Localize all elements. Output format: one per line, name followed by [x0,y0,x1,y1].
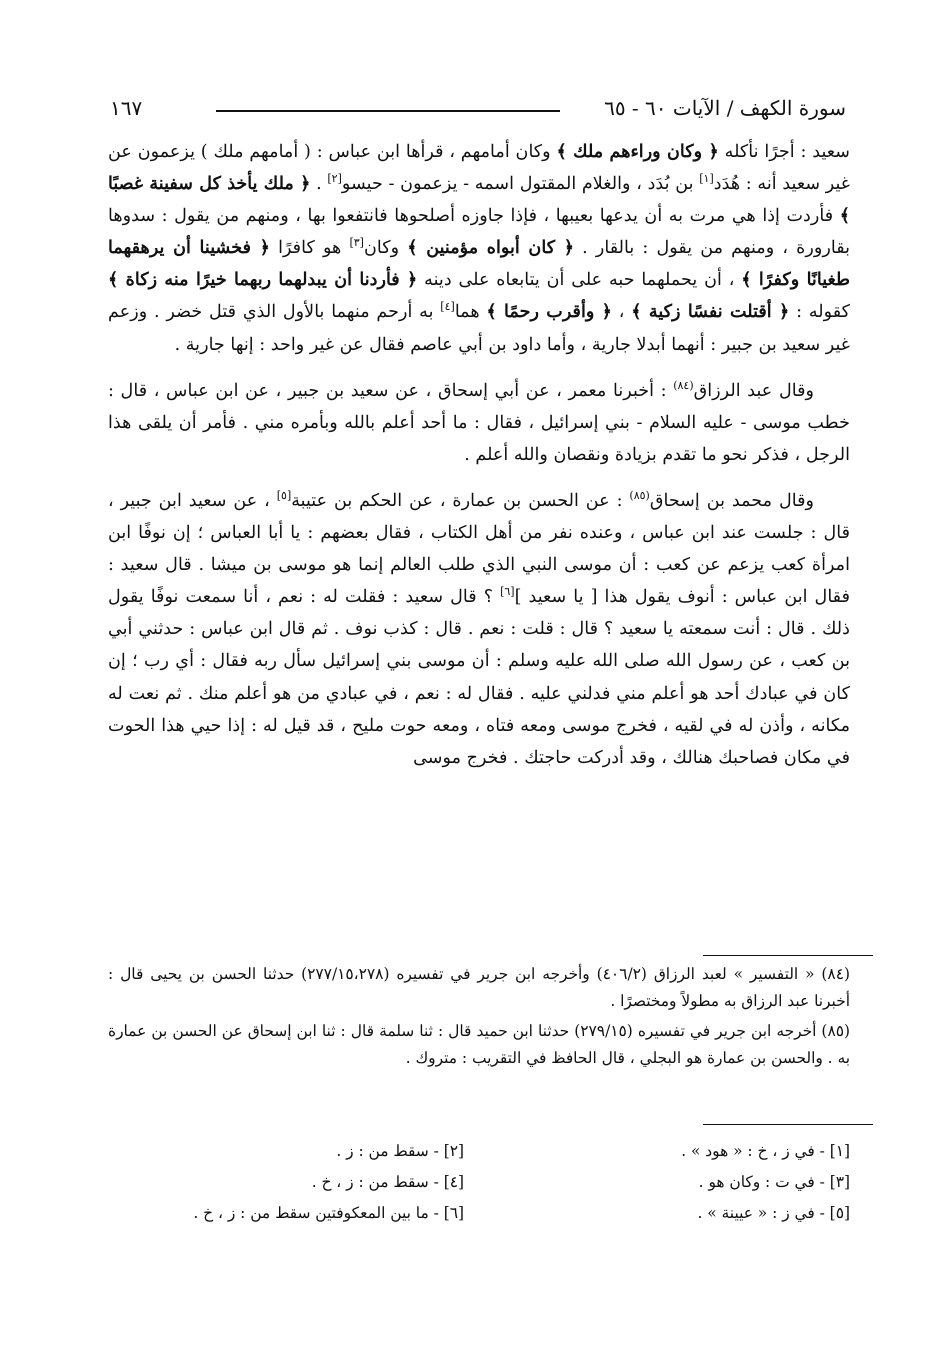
text-run: ، عن سعيد ابن جبير ، قال : جلست عند ابن عباس ، وعنده نفر من أهل الكتاب ، فقال بعضهم : يا أبا العباس ؛ إن نوفًا ابن امرأة كعب يزعم عن كعب : أن موسى النبي الذي طلب العالم إنما هو موسى بن ميشا . قال سعيد : فقال ابن عباس : أنوف يقول هذا [ يا سعيد ] [108,490,850,608]
header-rule [216,110,560,112]
text-run: فأردت إذا هي مرت به أن يدعها بعيبها ، فإذا جاوزه أصلحوها فانتفعوا بها ، ومنهم من يقول : سدوها بقارورة ، ومنهم من يقول : بالقار . [108,206,851,259]
variant-marker: [٤] [440,300,455,314]
footnote-ref: (٨٥) [629,489,650,503]
variant-note-2: [٢] - سقط من : ز . [336,1142,464,1160]
text-run: ، أن يحملهما حبه على أن يتابعاه على دينه [417,270,742,291]
quran-quote: ﴿ أقتلت نفسًا زكية ﴾ [631,301,790,323]
text-run: سعيد : أجرًا نأكله [718,142,850,162]
variant-note-6: [٦] - ما بين المعكوفتين سقط من : ز ، خ . [193,1204,464,1222]
paragraph-2 [108,375,850,471]
footnote-85: (٨٥) أخرجه ابن جرير في تفسيره (٢٧٩/١٥) حدثنا ابن حميد قال : ثنا سلمة قال : ثنا ابن إسحاق عن الحسن بن عمارة به . والحسن بن عمارة هو البجلي ، قال الحافظ في التقريب : متروك . [108,1022,850,1067]
quran-quote: ﴿ فخشينا أن يرهقهما طغيانًا وكفرًا ﴾ [108,237,850,291]
text-run: هو كافرًا [269,238,350,259]
quran-quote: ﴿ فأردنا أن يبدلهما ربهما خيرًا منه زكاة ﴾ [108,269,418,291]
variant-marker: [٥] [276,489,292,503]
quran-quote: ﴿ وكان وراءهم ملك ﴾ [556,141,719,162]
quran-quote: ﴿ وأقرب رحمًا ﴾ [486,301,612,323]
running-header [110,86,846,120]
text-run: وقال محمد بن إسحاق [649,490,814,511]
text-run: به أرحم منهما بالأول الذي قتل خضر . وزعم غير سعيد بن جبير : أنهما أبدلا جارية ، وأما داود بن أبي عاصم فقال عن غير واحد : إنها جارية . [108,302,850,355]
variant-marker: [٦] [500,585,515,599]
text-run: كقوله : [789,302,851,323]
text-run: وكان أمامهم ، قرأها ابن عباس : ( أمامهم ملك ) يزعمون عن غير سعيد أنه : هُدَد [108,142,850,195]
variant-note-4: [٤] - سقط من : ز ، خ . [311,1173,464,1191]
surah-title: سورة الكهف / الآيات ٦٠ - ٦٥ [604,96,846,120]
quran-quote: ﴿ ملك يأخذ كل سفينة غصبًا ﴾ [108,173,850,227]
main-text [108,136,850,774]
text-run: وكان [363,238,408,259]
paragraph-3 [108,485,850,774]
page-number: ١٦٧ [110,96,143,120]
text-run: : أخبرنا معمر ، عن أبي إسحاق ، عن سعيد بن جبير ، عن ابن عباس ، قال : خطب موسى - عليه السلام - بني إسرائيل ، فقال : ما أحد أعلم بالله وبأمره مني . فأمر أن يلقى هذا الرجل ، فذكر نحو ما تقدم بزيادة ونقصان والله أعلم . [108,380,850,465]
quran-quote: ﴿ كان أبواه مؤمنين ﴾ [407,237,575,259]
variant-marker: [٣] [349,236,364,250]
variant-note-1: [١] - في ز ، خ : « هود » . [681,1142,850,1160]
variant-marker: [١] [699,172,714,186]
footnote-ref: (٨٤) [673,378,694,392]
footnote-84: (٨٤) « التفسير » لعبد الرزاق (٤٠٦/٢) وأخرجه ابن جرير في تفسيره (٢٧٧/١٥،٢٧٨) حدثنا الحسن بن يحيى قال : أخبرنا عبد الرزاق به مطولاً ومختصرًا . [108,965,850,1010]
manuscript-variants [108,1138,850,1227]
text-run: : عن الحسن بن عمارة ، عن الحكم بن عتيبة [291,490,630,511]
text-run: بن بُدَد ، والغلام المقتول اسمه - يزعمون - حيسو [341,174,700,195]
text-run: ، [611,302,632,323]
text-run: هما [454,302,487,323]
variants-separator [703,1124,873,1125]
variant-marker: [٢] [327,172,342,186]
paragraph-1 [108,136,850,361]
text-run: ؟ قال سعيد : فقلت له : نعم ، أنا سمعت نوفًا يقول ذلك . قال : أنت سمعته يا سعيد ؟ قال : قلت : نعم . قال : كذب نوف . ثم قال ابن عباس : حدثني أبي بن كعب ، عن رسول الله صلى الله عليه وسلم : أن موسى بني إسرائيل سأل ربه فقال : أي رب ؛ إن كان في عبادك أحد هو أعلم مني فدلني عليه . فقال له : نعم ، في عبادي من هو أعلم منك . ثم نعت له مكانه ، وأذن له في لقيه ، فخرج موسى ومعه فتاه ، ومعه حوت مليح ، قد قيل له : إذا حيي هذا الحوت في مكان فصاحبك هنالك ، وقد أدركت حاجتك . فخرج موسى [108,587,850,768]
text-run: وقال عبد الرزاق [693,380,814,401]
footnotes [108,961,850,1075]
text-run: . [310,174,328,195]
variant-note-3: [٣] - في ت : وكان هو . [698,1173,850,1191]
variant-note-5: [٥] - في ز : « عيينة » . [697,1204,850,1222]
footnote-separator [703,955,873,956]
